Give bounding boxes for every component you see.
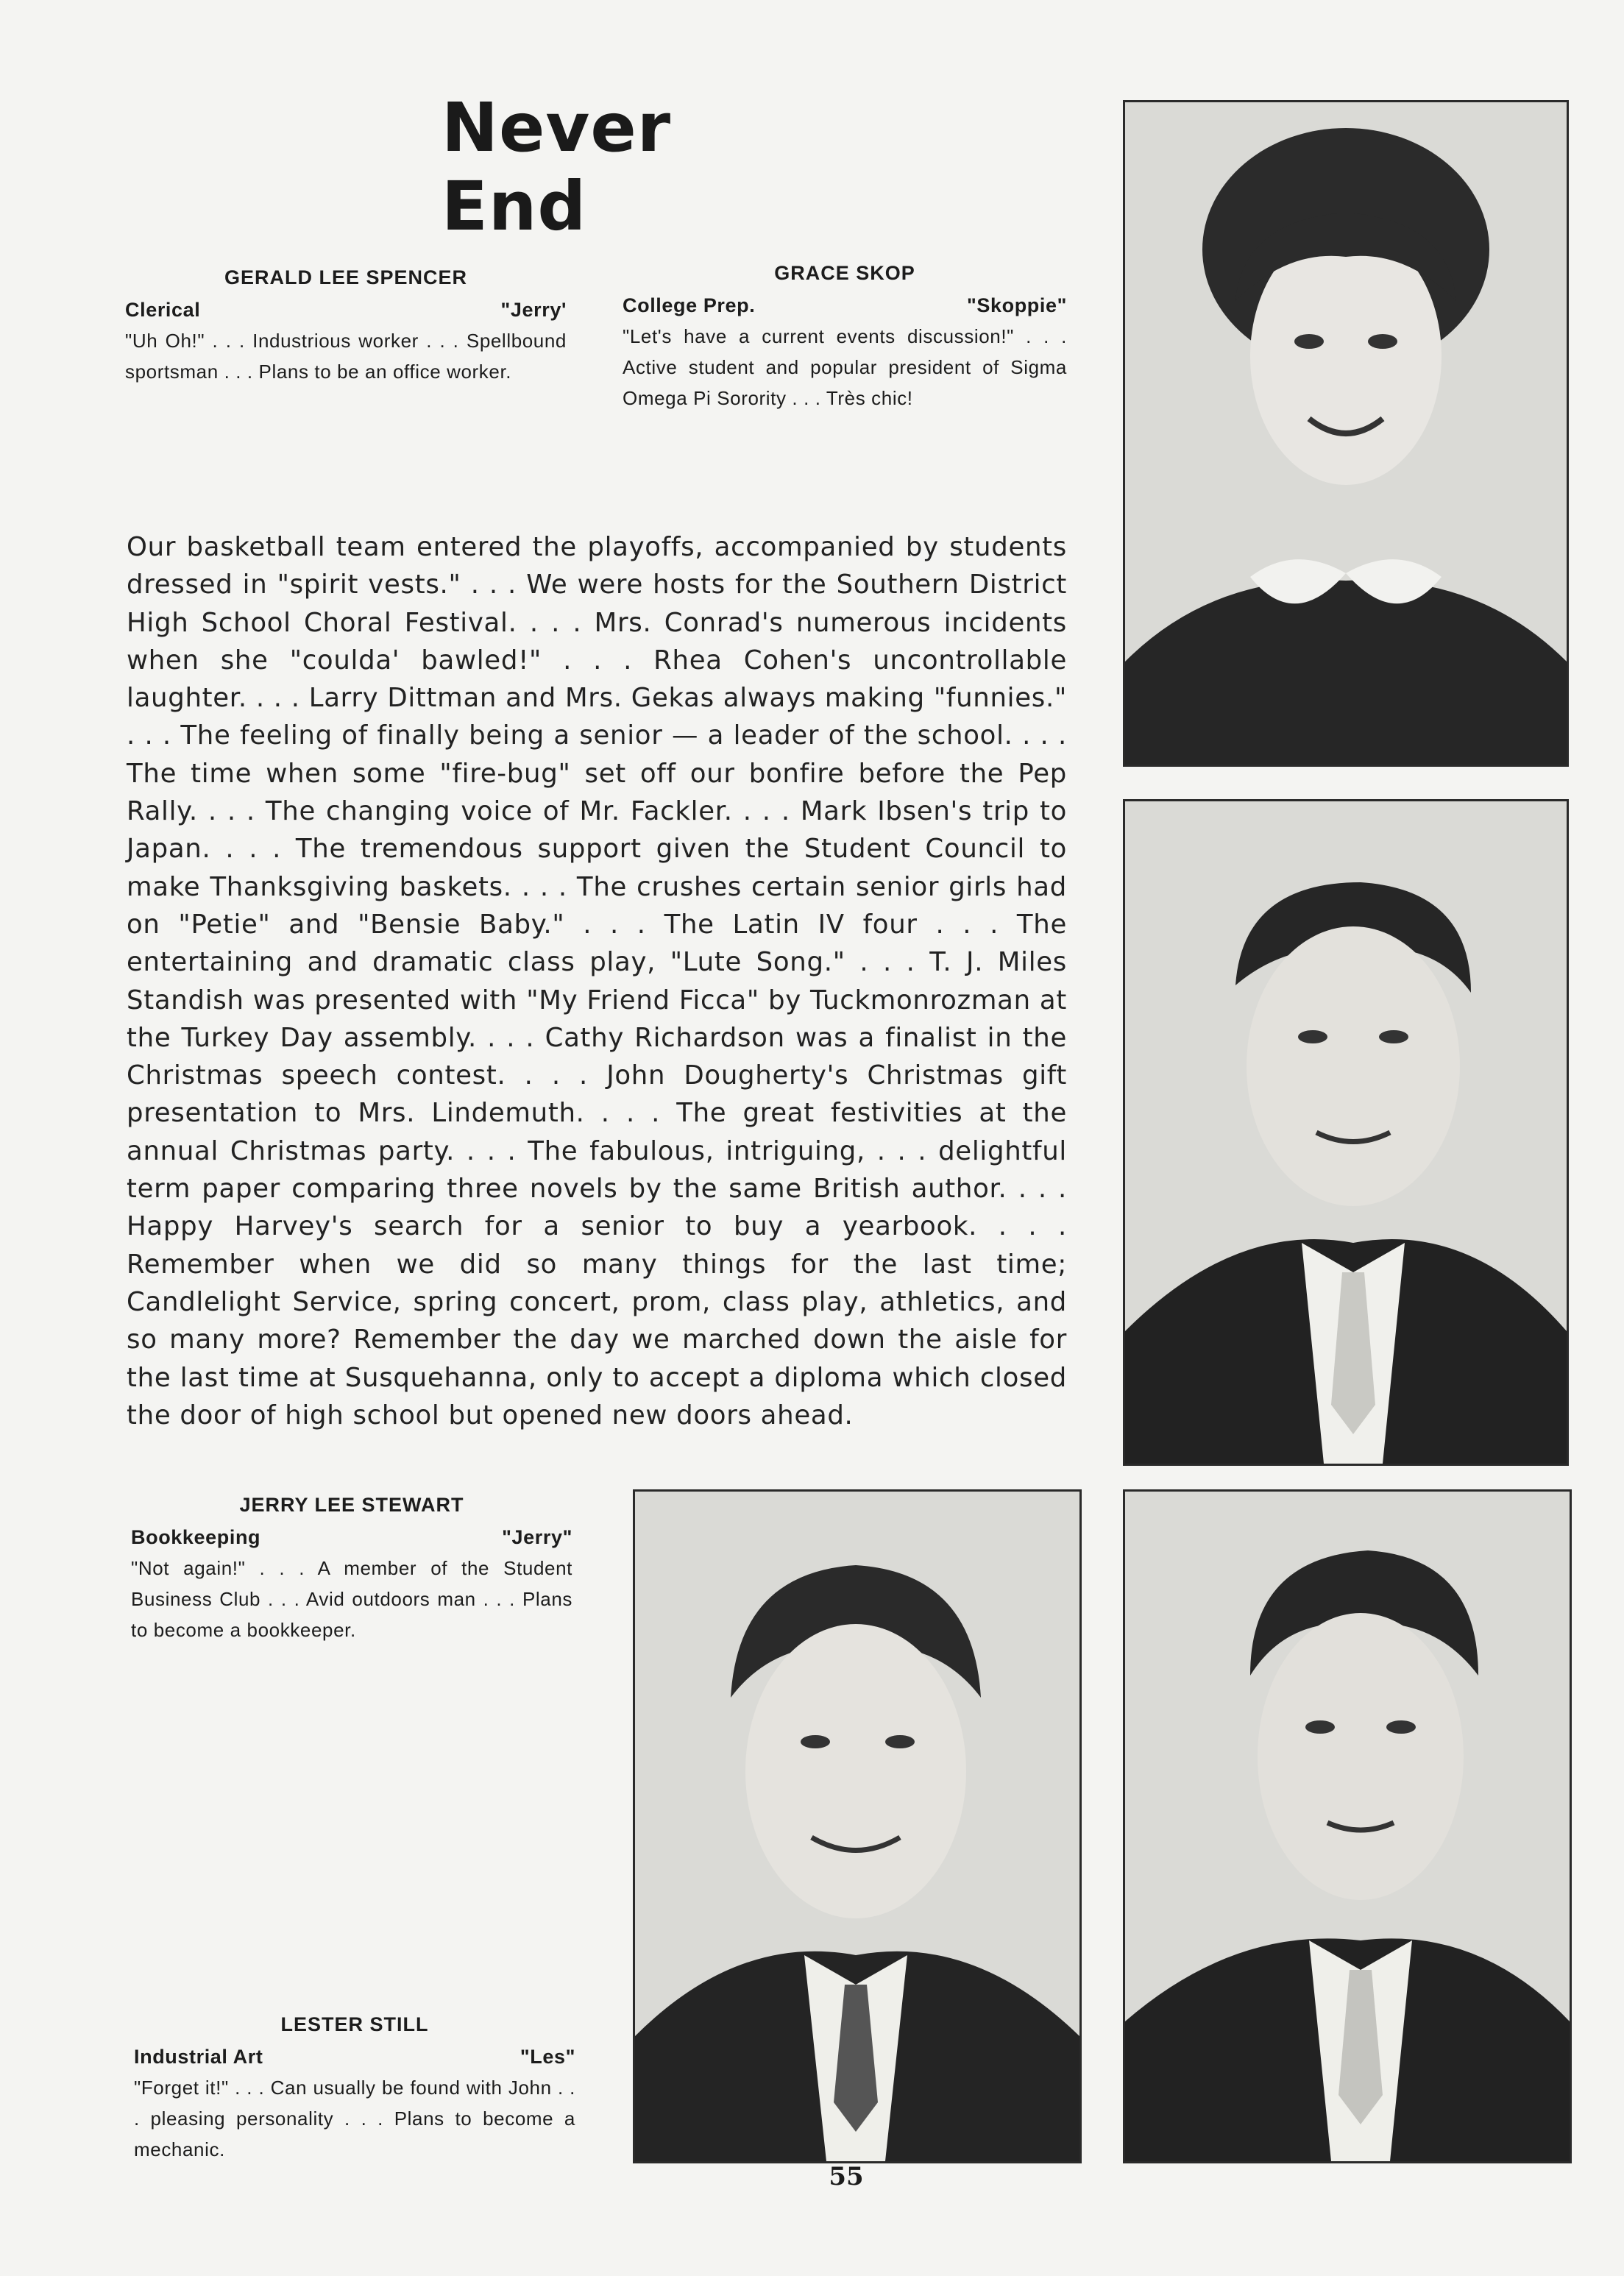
bio-gerald-spencer [125,262,567,387]
bio-text: "Forget it!" . . . Can usually be found with John . . . pleasing personality . . . Plans to become a mechanic. [134,2077,575,2160]
student-name: JERRY LEE STEWART [239,1494,464,1516]
portrait-photo-grace [1123,100,1569,767]
nickname-label: "Skoppie" [966,294,1067,316]
course-row [134,2041,575,2072]
bio-text: "Uh Oh!" . . . Industrious worker . . . Spellbound sportsman . . . Plans to be an office worker. [125,330,567,383]
portrait-woman-icon [1125,102,1567,765]
student-name: LESTER STILL [280,2013,429,2035]
course-label: Industrial Art [134,2046,263,2068]
bio-lester-still [134,2009,575,2165]
nickname-label: "Jerry' [500,299,567,321]
portrait-man-icon [1125,1492,1570,2161]
course-label: Clerical [125,299,201,321]
course-row [125,294,567,325]
student-name: GERALD LEE SPENCER [224,266,468,288]
nickname-label: "Jerry" [502,1526,572,1548]
bio-jerry-stewart [131,1489,572,1645]
portrait-man-icon [635,1492,1079,2161]
course-label: College Prep. [623,294,756,316]
portrait-photo-gerald [1123,799,1569,1466]
bio-grace-skop [623,258,1067,414]
page-title: Never End [442,88,672,246]
portrait-man-icon [1125,801,1567,1464]
bio-text: "Let's have a current events discussion!" . . . Active student and popular president of Sigma Omega Pi Sorority . . . Très chic! [623,325,1067,409]
portrait-photo-lester [1123,1489,1572,2163]
bio-text: "Not again!" . . . A member of the Student Business Club . . . Avid outdoors man . . . Plans to become a bookkeeper. [131,1557,572,1641]
essay-text: Our basketball team entered the playoffs, accompanied by students dressed in "spirit vests." . . . We were hosts for the Southern District High School Choral Festival. . . . Mrs. Conrad's numerous incidents when she "coulda' bawled!" . . . Rhea Cohen's uncontrollable laughter. . . . Larry Dittman and Mrs. Gekas always making "funnies." . . . The feeling of finally being a senior — a leader of the school. . . . The time when some "fire-bug" set off our bonfire before the Pep Rally. . . . The changing voice of Mr. Fackler. . . . Mark Ibsen's trip to Japan. . . . The tremendous support given the Student Council to make Thanksgiving baskets. . . . The crushes certain senior girls had on "Petie" and "Bensie Baby." . . . The Latin IV four . . . The entertaining and dramatic class play, "Lute Song." . . . T. J. Miles Standish was presented with "My Friend Ficca" by Tuckmonrozman at the Turkey Day assembly. . . . Cathy Richardson was a finalist in the Christmas speech contest. . . . John Dougherty's Christmas gift presentation to Mrs. Lindemuth. . . . The great festivities at the annual Christmas party. . . . The fabulous, intriguing, . . . delightful term paper comparing three novels by the same British author. . . . Happy Harvey's search for a senior to buy a yearbook. . . . Remember when we did so many things for the last time; Candlelight Service, spring concert, prom, class play, athletics, and so many more? Remember the day we marched down the aisle for the last time at Susquehanna, only to accept a diploma which closed the door of high school but opened new doors ahead. [127,532,1067,1431]
nickname-label: "Les" [520,2046,575,2068]
course-row [131,1522,572,1553]
page-number: 55 [829,2162,864,2191]
course-label: Bookkeeping [131,1526,261,1548]
portrait-photo-jerry [633,1489,1082,2163]
course-row [623,290,1067,321]
student-name: GRACE SKOP [774,262,915,284]
